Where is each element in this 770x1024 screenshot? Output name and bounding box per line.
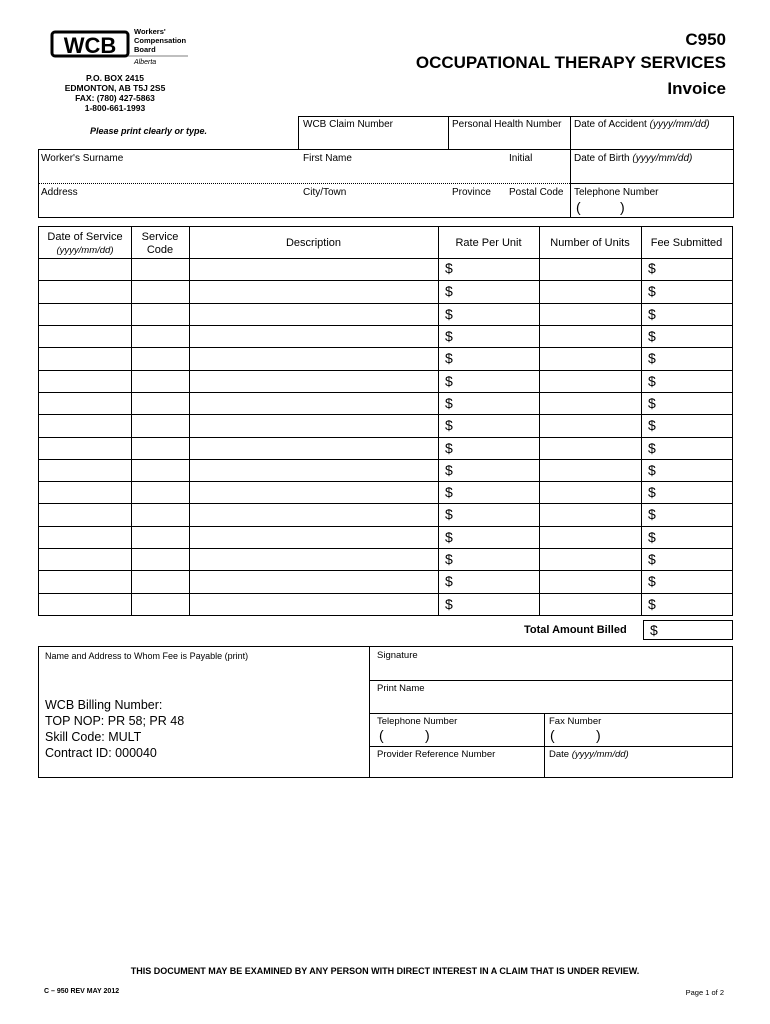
fee-currency-symbol: $ xyxy=(648,551,656,568)
form-title: OCCUPATIONAL THERAPY SERVICES xyxy=(415,53,726,72)
table-row[interactable] xyxy=(39,370,732,392)
total-amount-field[interactable] xyxy=(643,620,733,640)
date-field[interactable] xyxy=(549,749,629,761)
payee-section xyxy=(38,646,733,778)
col-date-label: Date of Service xyxy=(47,231,123,243)
fax-paren-open: ( xyxy=(550,727,555,743)
table-row[interactable] xyxy=(39,570,732,592)
rate-currency-symbol: $ xyxy=(445,305,453,322)
wcb-logo-graphic xyxy=(50,26,190,70)
form-code: C950 xyxy=(685,30,726,49)
rate-currency-symbol: $ xyxy=(445,461,453,478)
phone-paren-close: ) xyxy=(620,199,625,215)
provider-telephone-field[interactable]: Telephone Number xyxy=(377,716,458,727)
rate-currency-symbol: $ xyxy=(445,484,453,501)
first-name-field[interactable]: First Name xyxy=(303,153,352,164)
table-row[interactable] xyxy=(39,414,732,436)
rate-currency-symbol: $ xyxy=(445,327,453,344)
service-table xyxy=(38,226,733,616)
fee-currency-symbol: $ xyxy=(648,394,656,411)
col-fee-submitted: Fee Submitted xyxy=(650,237,723,249)
city-town-field[interactable]: City/Town xyxy=(303,187,347,198)
signature-field[interactable]: Signature xyxy=(377,650,418,661)
org-region: Alberta xyxy=(134,59,157,66)
table-row[interactable] xyxy=(39,481,732,503)
address-line-1: P.O. BOX 2415 xyxy=(86,73,144,83)
fee-currency-symbol: $ xyxy=(648,439,656,456)
rate-currency-symbol: $ xyxy=(445,439,453,456)
table-row[interactable] xyxy=(39,503,732,525)
page-number: Page 1 of 2 xyxy=(685,988,724,997)
col-description: Description xyxy=(285,237,342,249)
col-service-line2: Code xyxy=(146,244,174,256)
date-of-birth-label: Date of Birth xyxy=(574,153,630,164)
fee-currency-symbol: $ xyxy=(648,417,656,434)
col-date-of-service xyxy=(39,231,131,257)
org-line2: Compensation xyxy=(134,36,187,45)
rate-currency-symbol: $ xyxy=(445,417,453,434)
billing-line-2: TOP NOP: PR 58; PR 48 xyxy=(45,714,185,728)
phone-paren-open: ( xyxy=(576,199,581,215)
col-number-of-units: Number of Units xyxy=(550,237,630,249)
col-service-code xyxy=(131,231,189,257)
rate-currency-symbol: $ xyxy=(445,283,453,300)
fax-number-field[interactable]: Fax Number xyxy=(549,716,602,727)
table-row[interactable] xyxy=(39,303,732,325)
table-row[interactable] xyxy=(39,258,732,280)
table-row[interactable] xyxy=(39,437,732,459)
date-format: (yyyy/mm/dd) xyxy=(632,153,693,164)
fee-currency-symbol: $ xyxy=(648,283,656,300)
col-service-line1: Service xyxy=(141,231,179,243)
table-row[interactable] xyxy=(39,325,732,347)
total-amount-label: Total Amount Billed xyxy=(524,624,627,636)
logo-text: WCB xyxy=(63,33,117,58)
billing-line-4: Contract ID: 000040 xyxy=(45,746,157,760)
provider-phone-paren-close: ) xyxy=(425,727,430,743)
address-field[interactable]: Address xyxy=(41,187,78,198)
rate-currency-symbol: $ xyxy=(445,260,453,276)
form-revision: C – 950 REV MAY 2012 xyxy=(44,988,120,995)
currency-symbol: $ xyxy=(650,622,658,638)
postal-code-field[interactable]: Postal Code xyxy=(509,187,564,198)
col-date-format: (yyyy/mm/dd) xyxy=(56,245,114,256)
table-row[interactable] xyxy=(39,593,732,615)
org-line1: Workers' xyxy=(134,27,166,36)
table-row[interactable] xyxy=(39,526,732,548)
rate-currency-symbol: $ xyxy=(445,551,453,568)
wcb-claim-number-field[interactable]: WCB Claim Number xyxy=(303,119,394,130)
billing-info xyxy=(45,697,184,761)
fee-currency-symbol: $ xyxy=(648,573,656,590)
fee-currency-symbol: $ xyxy=(648,506,656,523)
org-line3: Board xyxy=(134,45,156,54)
fee-currency-symbol: $ xyxy=(648,327,656,344)
fee-currency-symbol: $ xyxy=(648,260,656,276)
fee-currency-symbol: $ xyxy=(648,484,656,501)
personal-health-number-field[interactable]: Personal Health Number xyxy=(452,119,562,130)
rate-currency-symbol: $ xyxy=(445,372,453,389)
table-row[interactable] xyxy=(39,459,732,481)
date-label: Date xyxy=(549,749,570,760)
provider-reference-field[interactable]: Provider Reference Number xyxy=(377,749,496,760)
billing-line-3: Skill Code: MULT xyxy=(45,730,142,744)
rate-currency-symbol: $ xyxy=(445,394,453,411)
date-of-accident-label: Date of Accident xyxy=(574,119,647,130)
print-name-field[interactable]: Print Name xyxy=(377,683,425,694)
billing-line-1: WCB Billing Number: xyxy=(45,698,163,712)
initial-field[interactable]: Initial xyxy=(509,153,533,164)
print-instruction: Please print clearly or type. xyxy=(90,126,208,136)
address-line-2: EDMONTON, AB T5J 2S5 xyxy=(64,83,166,93)
form-subtitle: Invoice xyxy=(667,79,726,98)
date-format: (yyyy/mm/dd) xyxy=(649,119,710,130)
table-row[interactable] xyxy=(39,347,732,369)
wcb-logo xyxy=(50,26,190,70)
date-format: (yyyy/mm/dd) xyxy=(571,749,629,760)
rate-currency-symbol: $ xyxy=(445,350,453,367)
fee-currency-symbol: $ xyxy=(648,305,656,322)
payee-name-field[interactable]: Name and Address to Whom Fee is Payable (print) xyxy=(45,651,249,661)
fee-currency-symbol: $ xyxy=(648,528,656,545)
fee-currency-symbol: $ xyxy=(648,372,656,389)
table-row[interactable] xyxy=(39,392,732,414)
table-row[interactable] xyxy=(39,280,732,302)
date-of-accident-field[interactable] xyxy=(574,119,710,131)
provider-phone-paren-open: ( xyxy=(379,727,384,743)
address-line-4: 1-800-661-1993 xyxy=(84,103,146,113)
fee-currency-symbol: $ xyxy=(648,350,656,367)
telephone-field[interactable]: Telephone Number xyxy=(574,187,659,198)
workers-surname-field[interactable]: Worker's Surname xyxy=(41,153,124,164)
col-rate-per-unit: Rate Per Unit xyxy=(455,237,522,249)
fee-currency-symbol: $ xyxy=(648,461,656,478)
table-row[interactable] xyxy=(39,548,732,570)
date-of-birth-field[interactable] xyxy=(574,153,692,165)
review-notice: THIS DOCUMENT MAY BE EXAMINED BY ANY PERSON WITH DIRECT INTEREST IN A CLAIM THAT IS UNDER REVIEW. xyxy=(130,966,640,976)
address-line-3: FAX: (780) 427-5863 xyxy=(75,93,155,103)
province-field[interactable]: Province xyxy=(452,187,491,198)
fax-paren-close: ) xyxy=(596,727,601,743)
fee-currency-symbol: $ xyxy=(648,595,656,612)
rate-currency-symbol: $ xyxy=(445,528,453,545)
rate-currency-symbol: $ xyxy=(445,573,453,590)
rate-currency-symbol: $ xyxy=(445,595,453,612)
rate-currency-symbol: $ xyxy=(445,506,453,523)
